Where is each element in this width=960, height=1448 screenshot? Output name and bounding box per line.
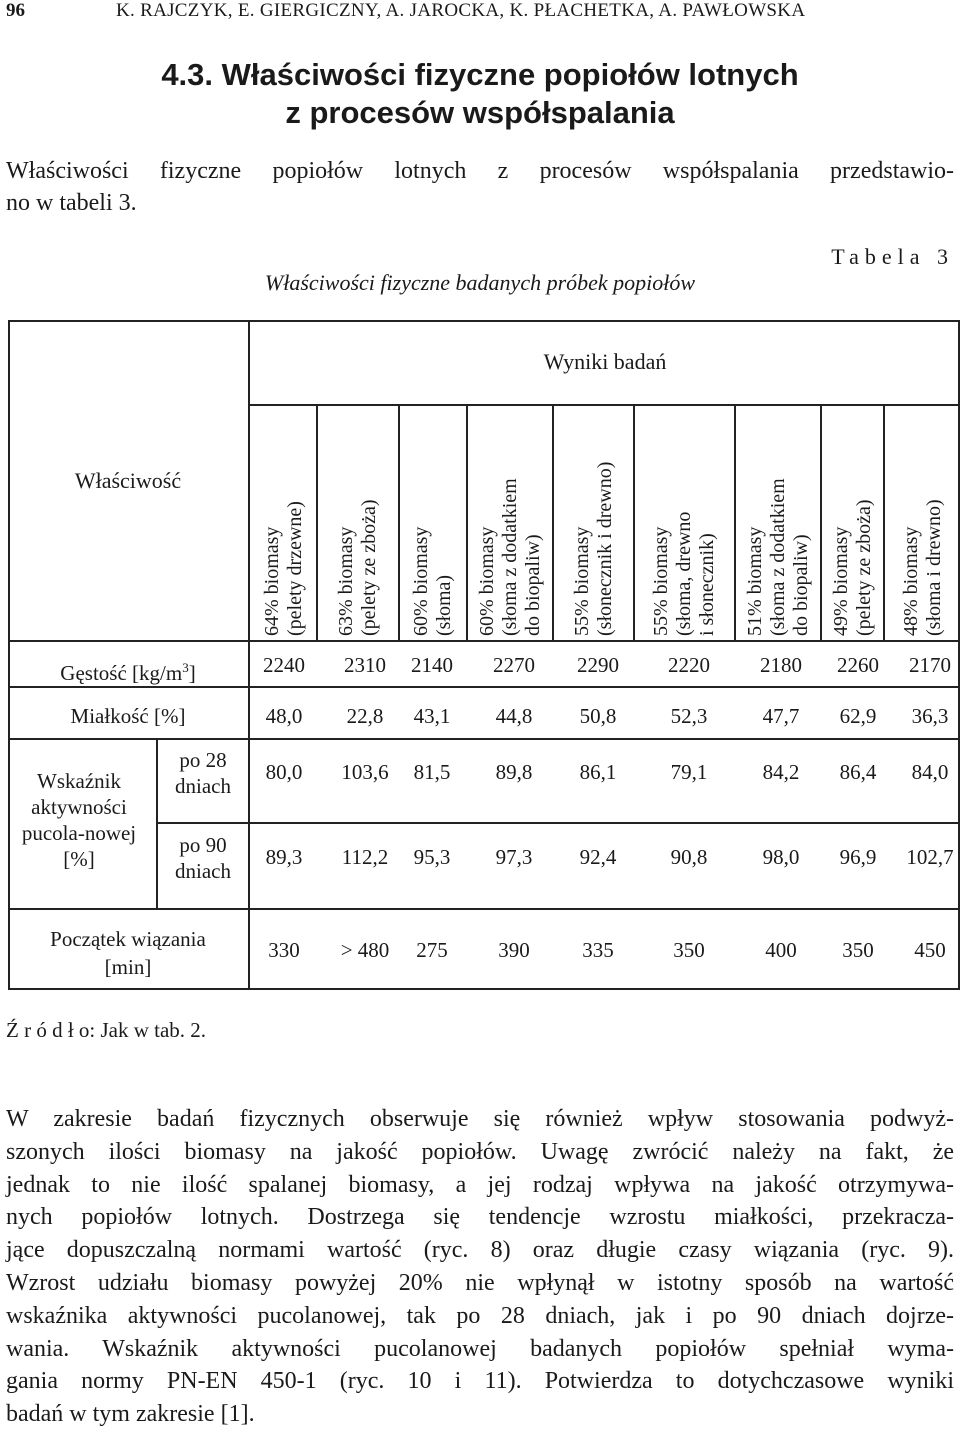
- activity-row-rule: [8, 908, 960, 910]
- activity-28-cell: 86,4: [839, 760, 877, 784]
- body-line: gania normy PN-EN 450-1 (ryc. 10 i 11). Potwierdza to dotychczasowe wyniki: [6, 1368, 954, 1395]
- activity-90-cell: 102,7: [906, 845, 954, 869]
- column-header-line: (pelety ze zboża): [852, 499, 875, 636]
- column-header-4: [476, 406, 545, 636]
- density-cell: 2290: [577, 653, 619, 677]
- activity-28-cell: 103,6: [341, 760, 389, 784]
- column-header-line: do biopaliw): [789, 534, 812, 636]
- section-title-line1: 4.3. Właściwości fizyczne popiołów lotnych: [161, 57, 799, 92]
- column-header-line: (słoma z dodatkiem: [766, 478, 789, 636]
- fineness-cell: 62,9: [839, 704, 877, 728]
- density-cell: 2260: [837, 653, 879, 677]
- column-header-line: 51% biomasy: [743, 526, 766, 636]
- column-header-line: i słonecznik): [696, 533, 718, 636]
- density-cell: 2180: [760, 653, 802, 677]
- column-header-rule: [398, 404, 400, 640]
- column-header-line: (słoma): [433, 574, 455, 636]
- column-header-rule: [552, 404, 554, 640]
- body-paragraph: [6, 1103, 954, 1433]
- body-line: wania. Wskaźnik aktywności pucolanowej badanych popiołów spełniał wyma-: [6, 1335, 954, 1362]
- body-line: szonych ilości biomasy na jakość popiołów. Uwagę zwrócić należy na fakt, że: [6, 1138, 954, 1165]
- fineness-cell: 47,7: [762, 704, 800, 728]
- row-label-90-days: po 90 dniach: [175, 833, 231, 883]
- column-header-rule: [820, 404, 822, 640]
- activity-28-cell: 80,0: [265, 760, 303, 784]
- column-header-rule: [633, 404, 635, 640]
- column-header-rule: [883, 404, 885, 640]
- section-title-line2: z procesów współspalania: [285, 95, 675, 130]
- fineness-row-rule: [8, 738, 960, 740]
- setting-cell: 390: [498, 938, 530, 962]
- row-label-28-days: po 28 dniach: [175, 748, 231, 798]
- density-cell: 2240: [263, 653, 305, 677]
- column-header-line: (pelety ze zboża): [358, 499, 380, 636]
- setting-cell: 450: [914, 938, 946, 962]
- body-line: jednak to nie ilość spalanej biomasy, a jej rodzaj wpływa na jakość otrzymywa-: [6, 1171, 954, 1198]
- density-cell: 2140: [411, 653, 453, 677]
- column-header-7: [744, 406, 813, 636]
- column-header-line: (słoma i drewno): [922, 499, 945, 636]
- activity-90-cell: 112,2: [341, 845, 389, 869]
- setting-cell: 350: [673, 938, 705, 962]
- density-cell: 2220: [668, 653, 710, 677]
- density-cell: 2170: [909, 653, 951, 677]
- column-header-3: [410, 406, 456, 636]
- setting-cell: 335: [582, 938, 614, 962]
- table-bottom-rule: [8, 988, 960, 990]
- table-left-rule: [8, 320, 10, 990]
- page-number: 96: [6, 0, 25, 21]
- activity-90-cell: 89,3: [265, 845, 303, 869]
- column-header-9: [900, 406, 946, 636]
- column-header-line: (słonecznik i drewno): [593, 461, 616, 636]
- table-caption: Właściwości fizyczne badanych próbek popiołów: [264, 270, 696, 295]
- activity-90-cell: 96,9: [839, 845, 877, 869]
- setting-cell: 275: [416, 938, 448, 962]
- column-header-line: 64% biomasy: [261, 526, 283, 636]
- intro-line-2: no w tabeli 3.: [6, 190, 137, 216]
- column-header-line: 60% biomasy: [410, 526, 432, 636]
- setting-cell: > 480: [340, 938, 390, 962]
- column-header-line: do biopaliw): [521, 534, 544, 636]
- column-header-line: (pelety drzewne): [284, 501, 306, 636]
- setting-cell: 400: [765, 938, 797, 962]
- fineness-cell: 43,1: [413, 704, 451, 728]
- table-top-rule: [8, 320, 960, 322]
- activity-90-cell: 95,3: [413, 845, 451, 869]
- body-line: jące dopuszczalną normami wartość (ryc. 8) oraz długie czasy wiązania (ryc. 9).: [6, 1237, 954, 1264]
- activity-28-cell: 79,1: [670, 760, 708, 784]
- column-header-1: [261, 406, 307, 636]
- intro-line-1: Właściwości fizyczne popiołów lotnych z procesów współspalania przedstawio-: [6, 158, 954, 184]
- fineness-cell: 44,8: [495, 704, 533, 728]
- fineness-cell: 22,8: [346, 704, 384, 728]
- row-label-density: Gęstość $[kg/m^3]$: [60, 660, 196, 685]
- activity-28-cell: 89,8: [495, 760, 533, 784]
- column-header-8: [830, 406, 876, 636]
- activity-28-cell: 84,0: [911, 760, 949, 784]
- row-label-setting: Początek wiązania [min]: [50, 927, 206, 979]
- density-row-rule: [8, 686, 960, 688]
- fineness-cell: 36,3: [911, 704, 949, 728]
- column-header-rule: [316, 404, 318, 640]
- column-header-2: [335, 406, 381, 636]
- running-header-authors: K. RAJCZYK, E. GIERGICZNY, A. JAROCKA, K. PŁACHETKA, A. PAWŁOWSKA: [116, 0, 806, 21]
- column-header-line: 48% biomasy: [899, 526, 922, 636]
- row-label-activity: Wskaźnik aktywności pucola-nowej [%]: [21, 769, 137, 871]
- setting-cell: 350: [842, 938, 874, 962]
- column-header-line: 60% biomasy: [475, 526, 498, 636]
- column-header-line: (słoma, drewno: [673, 511, 695, 636]
- body-line: badań w tym zakresie [1].: [6, 1401, 255, 1428]
- column-header-line: 49% biomasy: [829, 526, 852, 636]
- results-header: Wyniki badań: [543, 349, 667, 374]
- body-line: W zakresie badań fizycznych obserwuje się również wpływ stosowania podwyż-: [6, 1106, 954, 1132]
- body-line: Wzrost udziału biomasy powyżej 20% nie wpłynął w istotny sposób na wartość: [6, 1270, 954, 1296]
- column-header-rule: [734, 404, 736, 640]
- density-cell: 2310: [344, 653, 386, 677]
- column-header-line: 55% biomasy: [650, 526, 672, 636]
- row-label-fineness: Miałkość [%]: [70, 704, 186, 728]
- activity-mid-rule: [156, 822, 960, 824]
- column-header-6: [650, 406, 719, 636]
- column-header-line: (słoma z dodatkiem: [498, 478, 521, 636]
- density-cell: 2270: [493, 653, 535, 677]
- header-bottom-rule: [8, 640, 960, 642]
- activity-28-cell: 86,1: [579, 760, 617, 784]
- column-header-5: [571, 406, 617, 636]
- activity-90-cell: 97,3: [495, 845, 533, 869]
- activity-28-cell: 84,2: [762, 760, 800, 784]
- activity-90-cell: 98,0: [762, 845, 800, 869]
- table-source: Ź r ó d ł o: Jak w tab. 2.: [6, 1018, 207, 1042]
- fineness-cell: 50,8: [579, 704, 617, 728]
- setting-cell: 330: [268, 938, 300, 962]
- activity-28-cell: 81,5: [413, 760, 451, 784]
- body-line: nych popiołów lotnych. Dostrzega się tendencje wzrostu miałkości, przekracza-: [6, 1204, 954, 1231]
- activity-90-cell: 90,8: [670, 845, 708, 869]
- column-header-line: 63% biomasy: [335, 526, 357, 636]
- fineness-cell: 48,0: [265, 704, 303, 728]
- column-header-rule: [466, 404, 468, 640]
- body-line: wskaźnika aktywności pucolanowej, tak po 28 dniach, jak i po 90 dniach dojrze-: [6, 1302, 954, 1329]
- activity-sub-rule: [156, 738, 158, 910]
- table-label: Tabela 3: [831, 244, 954, 269]
- fineness-cell: 52,3: [670, 704, 708, 728]
- activity-90-cell: 92,4: [579, 845, 617, 869]
- property-header: Właściwość: [74, 468, 182, 493]
- column-header-line: 55% biomasy: [570, 526, 593, 636]
